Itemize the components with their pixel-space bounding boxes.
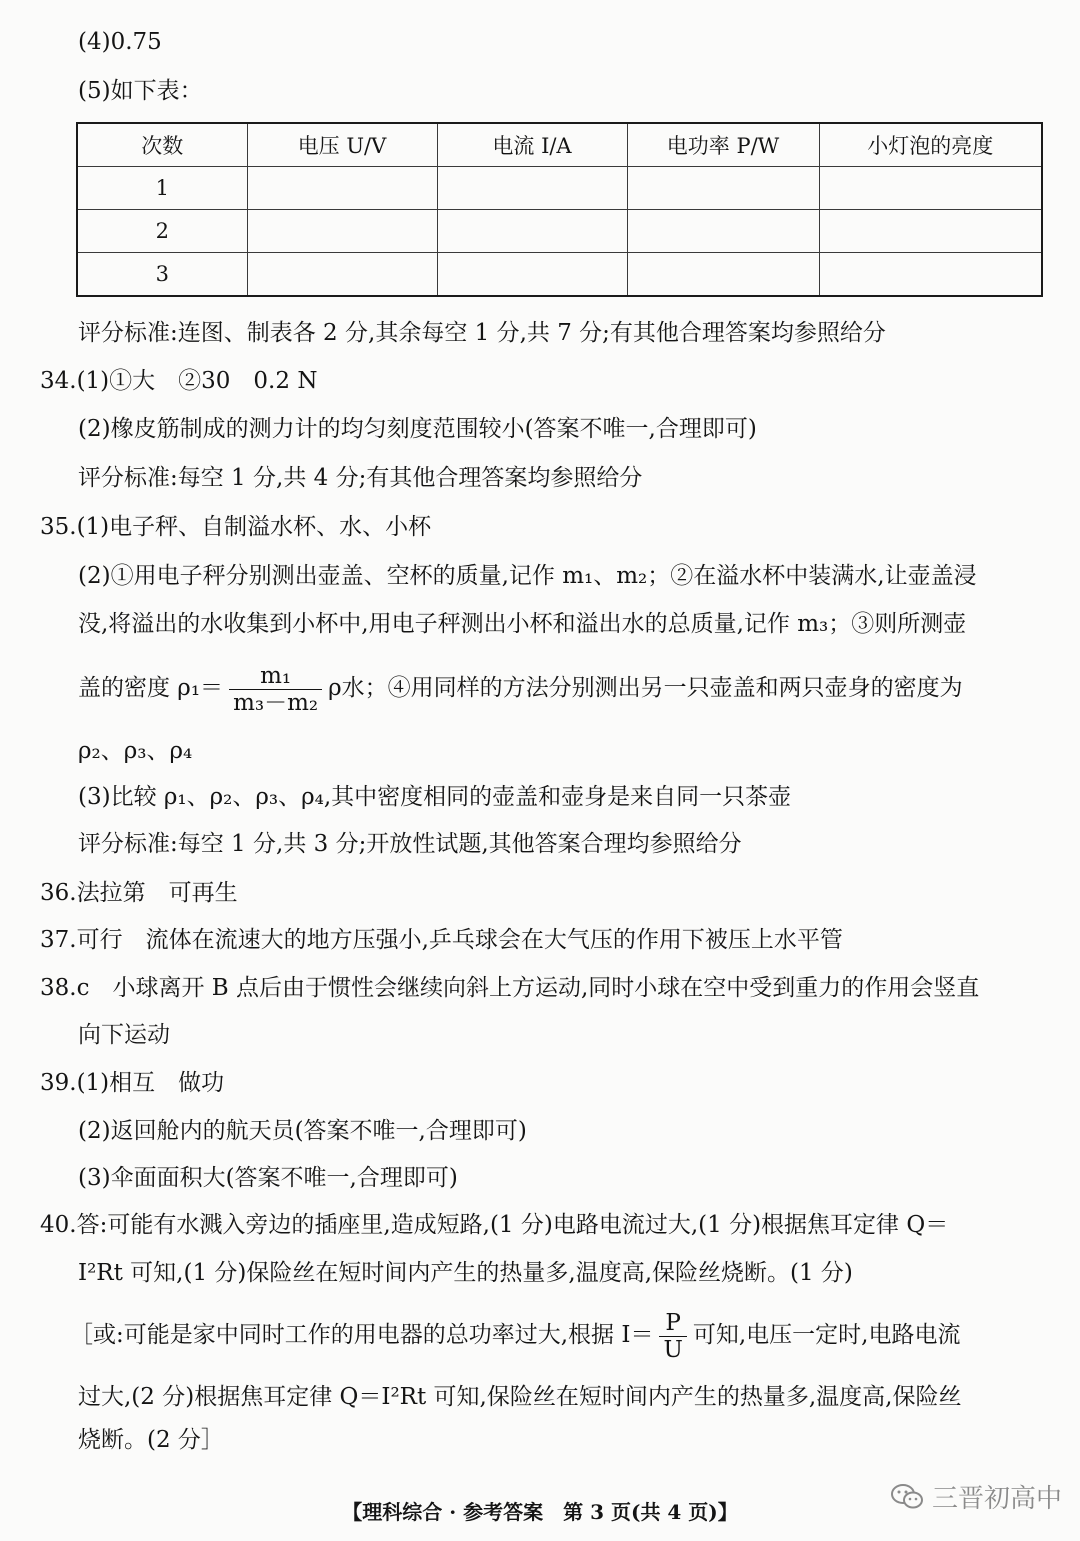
watermark: [890, 1478, 1062, 1515]
answer-33-4: (4)0.75: [78, 29, 162, 55]
answer-40c: [70, 1306, 960, 1364]
table-cell: [437, 253, 627, 297]
answer-36: 36.法拉第 可再生: [40, 880, 238, 906]
table-cell: [819, 167, 1042, 210]
answer-35-2c: [78, 659, 963, 717]
table-row: [77, 210, 1042, 253]
table-header-row: [77, 123, 1042, 167]
scoring-34: 评分标准:每空 1 分,共 4 分;有其他合理答案均参照给分: [78, 465, 643, 491]
table-cell: [627, 167, 819, 210]
data-table: [76, 122, 1043, 297]
fraction-numerator: P: [659, 1310, 686, 1337]
page-footer: 【理科综合 · 参考答案 第 3 页(共 4 页)】: [342, 1500, 738, 1524]
answer-38a: 38.c 小球离开 B 点后由于惯性会继续向斜上方运动,同时小球在空中受到重力的作用会竖直: [40, 975, 980, 1001]
answer-40d: 过大,(2 分)根据焦耳定律 Q＝I²Rt 可知,保险丝在短时间内产生的热量多,温度高,保险丝: [78, 1384, 962, 1410]
answer-37: 37.可行 流体在流速大的地方压强小,乒乓球会在大气压的作用下被压上水平管: [40, 927, 843, 953]
answer-35-2d: ρ₂、ρ₃、ρ₄: [78, 738, 193, 764]
answer-33-5: (5)如下表：: [78, 78, 203, 104]
table-header: 次数: [77, 123, 247, 167]
table-header: 电流 I/A: [437, 123, 627, 167]
answer-40e: 烧断。(2 分］: [78, 1427, 224, 1453]
table-row: [77, 253, 1042, 297]
answer-34-2: (2)橡皮筋制成的测力计的均匀刻度范围较小(答案不唯一,合理即可): [78, 416, 757, 442]
table-cell: 2: [77, 210, 247, 253]
ohm-formula-prefix: ［或:可能是家中同时工作的用电器的总功率过大,根据 I＝: [70, 1322, 654, 1348]
answer-39-2: (2)返回舱内的航天员(答案不唯一,合理即可): [78, 1118, 527, 1144]
fraction-denominator: m₃－m₂: [233, 689, 319, 716]
table-header: 电压 U/V: [247, 123, 437, 167]
table-cell: [819, 210, 1042, 253]
table-cell: [437, 210, 627, 253]
ohm-formula-suffix: 可知,电压一定时,电路电流: [692, 1322, 961, 1348]
answer-35-3: (3)比较 ρ₁、ρ₂、ρ₃、ρ₄,其中密度相同的壶盖和壶身是来自同一只茶壶: [78, 784, 792, 810]
wechat-icon: [890, 1482, 924, 1512]
table-cell: [627, 253, 819, 297]
table-cell: [819, 253, 1042, 297]
answer-39-3: (3)伞面面积大(答案不唯一,合理即可): [78, 1165, 458, 1191]
table-header: 电功率 P/W: [627, 123, 819, 167]
answer-40b: I²Rt 可知,(1 分)保险丝在短时间内产生的热量多,温度高,保险丝烧断。(1 分): [78, 1260, 853, 1286]
answer-35-2b: 没,将溢出的水收集到小杯中,用电子秤测出小杯和溢出水的总质量,记作 m₃；③则所测壶: [78, 611, 967, 637]
fraction-numerator: m₁: [229, 663, 322, 690]
answer-35-2a: (2)①用电子秤分别测出壶盖、空杯的质量,记作 m₁、m₂；②在溢水杯中装满水,让壶盖浸: [78, 563, 977, 589]
answer-35-1: 35.(1)电子秤、自制溢水杯、水、小杯: [40, 514, 432, 540]
table-cell: [247, 167, 437, 210]
scoring-35: 评分标准:每空 1 分,共 3 分;开放性试题,其他答案合理均参照给分: [78, 831, 742, 857]
power-fraction: [659, 1310, 686, 1363]
scoring-33: 评分标准:连图、制表各 2 分,其余每空 1 分,共 7 分;有其他合理答案均参照给分: [78, 320, 886, 346]
table-cell: [627, 210, 819, 253]
table-cell: 1: [77, 167, 247, 210]
table-row: [77, 167, 1042, 210]
watermark-text: 三晋初高中: [932, 1484, 1063, 1514]
table-cell: 3: [77, 253, 247, 297]
density-fraction: [229, 663, 322, 716]
table-header: 小灯泡的亮度: [819, 123, 1042, 167]
answer-38b: 向下运动: [78, 1022, 170, 1048]
answer-40a: 40.答:可能有水溅入旁边的插座里,造成短路,(1 分)电路电流过大,(1 分)根据焦耳定律 Q＝: [40, 1212, 949, 1238]
fraction-denominator: U: [663, 1336, 683, 1363]
answer-34-1: 34.(1)①大 ②30 0.2 N: [40, 368, 318, 394]
density-formula-prefix: 盖的密度 ρ₁＝: [78, 675, 224, 701]
table-cell: [247, 210, 437, 253]
answer-39-1: 39.(1)相互 做功: [40, 1070, 225, 1096]
table-cell: [437, 167, 627, 210]
density-formula-suffix: ρ水；④用同样的方法分别测出另一只壶盖和两只壶身的密度为: [328, 675, 963, 701]
table-cell: [247, 253, 437, 297]
